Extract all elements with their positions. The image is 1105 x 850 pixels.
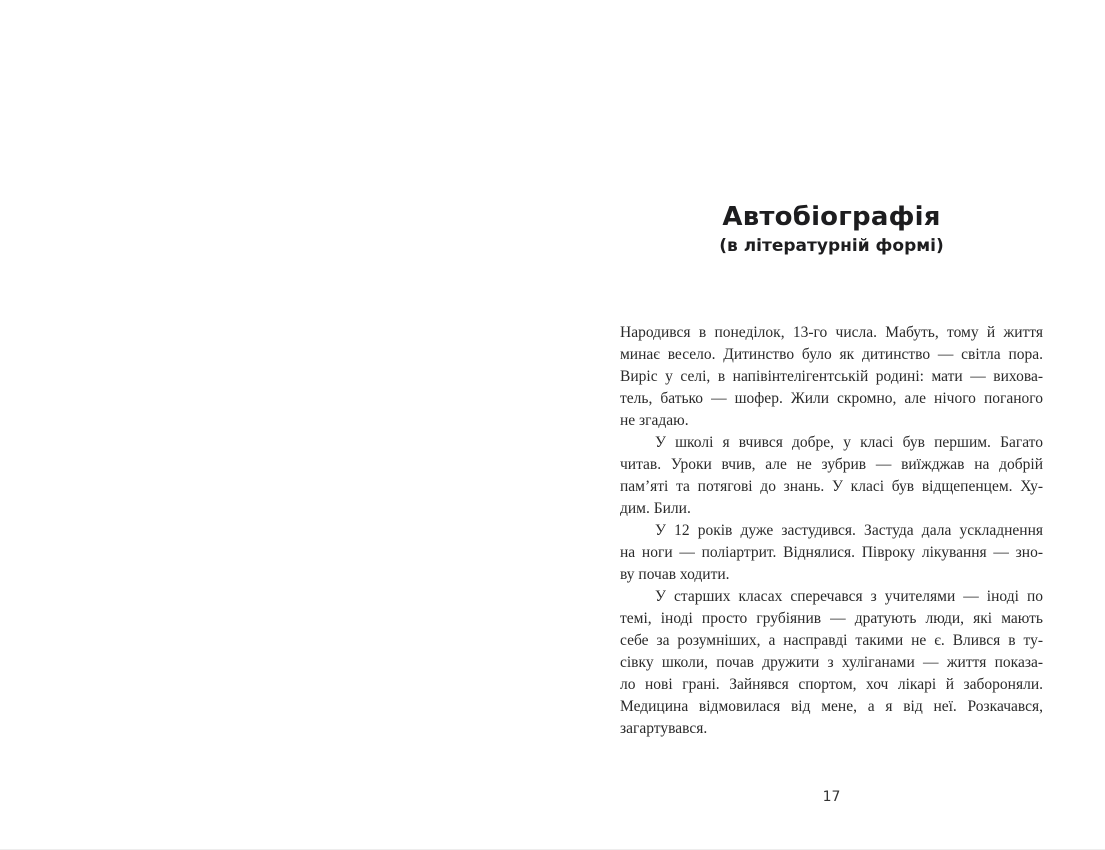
text-line: Виріс у селі, в напівінтелігентській родині: мати — вихова- <box>620 368 1043 385</box>
text-line: на ноги — поліартрит. Віднялися. Півроку лікування — зно- <box>620 544 1043 561</box>
text-line: дим. Били. <box>620 500 691 517</box>
text-line: У старших класах сперечався з учителями — іноді по <box>655 588 1043 605</box>
chapter-subtitle: (в літературній формі) <box>719 236 944 256</box>
text-line: тель, батько — шофер. Жили скромно, але нічого поганого <box>620 390 1043 407</box>
text-line: сівку школи, почав дружити з хуліганами — життя показа- <box>620 654 1043 671</box>
text-line: не згадаю. <box>620 412 689 429</box>
body-text <box>620 322 1043 740</box>
chapter-header <box>620 201 1043 257</box>
text-line: Медицина відмовилася від мене, а я від неї. Розкачався, <box>620 698 1043 715</box>
text-line: У школі я вчився добре, у класі був першим. Багато <box>655 434 1043 451</box>
text-line: читав. Уроки вчив, але не зубрив — виїжджав на добрій <box>620 456 1043 473</box>
chapter-title: Автобіографія <box>722 202 941 232</box>
text-line: темі, іноді просто грубіянив — дратують люди, які мають <box>620 610 1043 627</box>
page-number: 17 <box>822 789 841 805</box>
text-line: минає весело. Дитинство було як дитинство — світла пора. <box>620 346 1043 363</box>
text-line: загартувався. <box>620 720 708 737</box>
text-line: ву почав ходити. <box>620 566 730 583</box>
text-line: У 12 років дуже застудився. Застуда дала ускладнення <box>655 522 1043 539</box>
text-line: Народився в понеділок, 13-го числа. Мабуть, тому й життя <box>620 324 1043 341</box>
text-line: пам’яті та потягові до знань. У класі був відщепенцем. Ху- <box>620 478 1043 495</box>
text-line: себе за розумніших, а насправді такими не є. Влився в ту- <box>620 632 1043 649</box>
text-line: ло нові грані. Зайнявся спортом, хоч лікарі й забороняли. <box>620 676 1043 693</box>
